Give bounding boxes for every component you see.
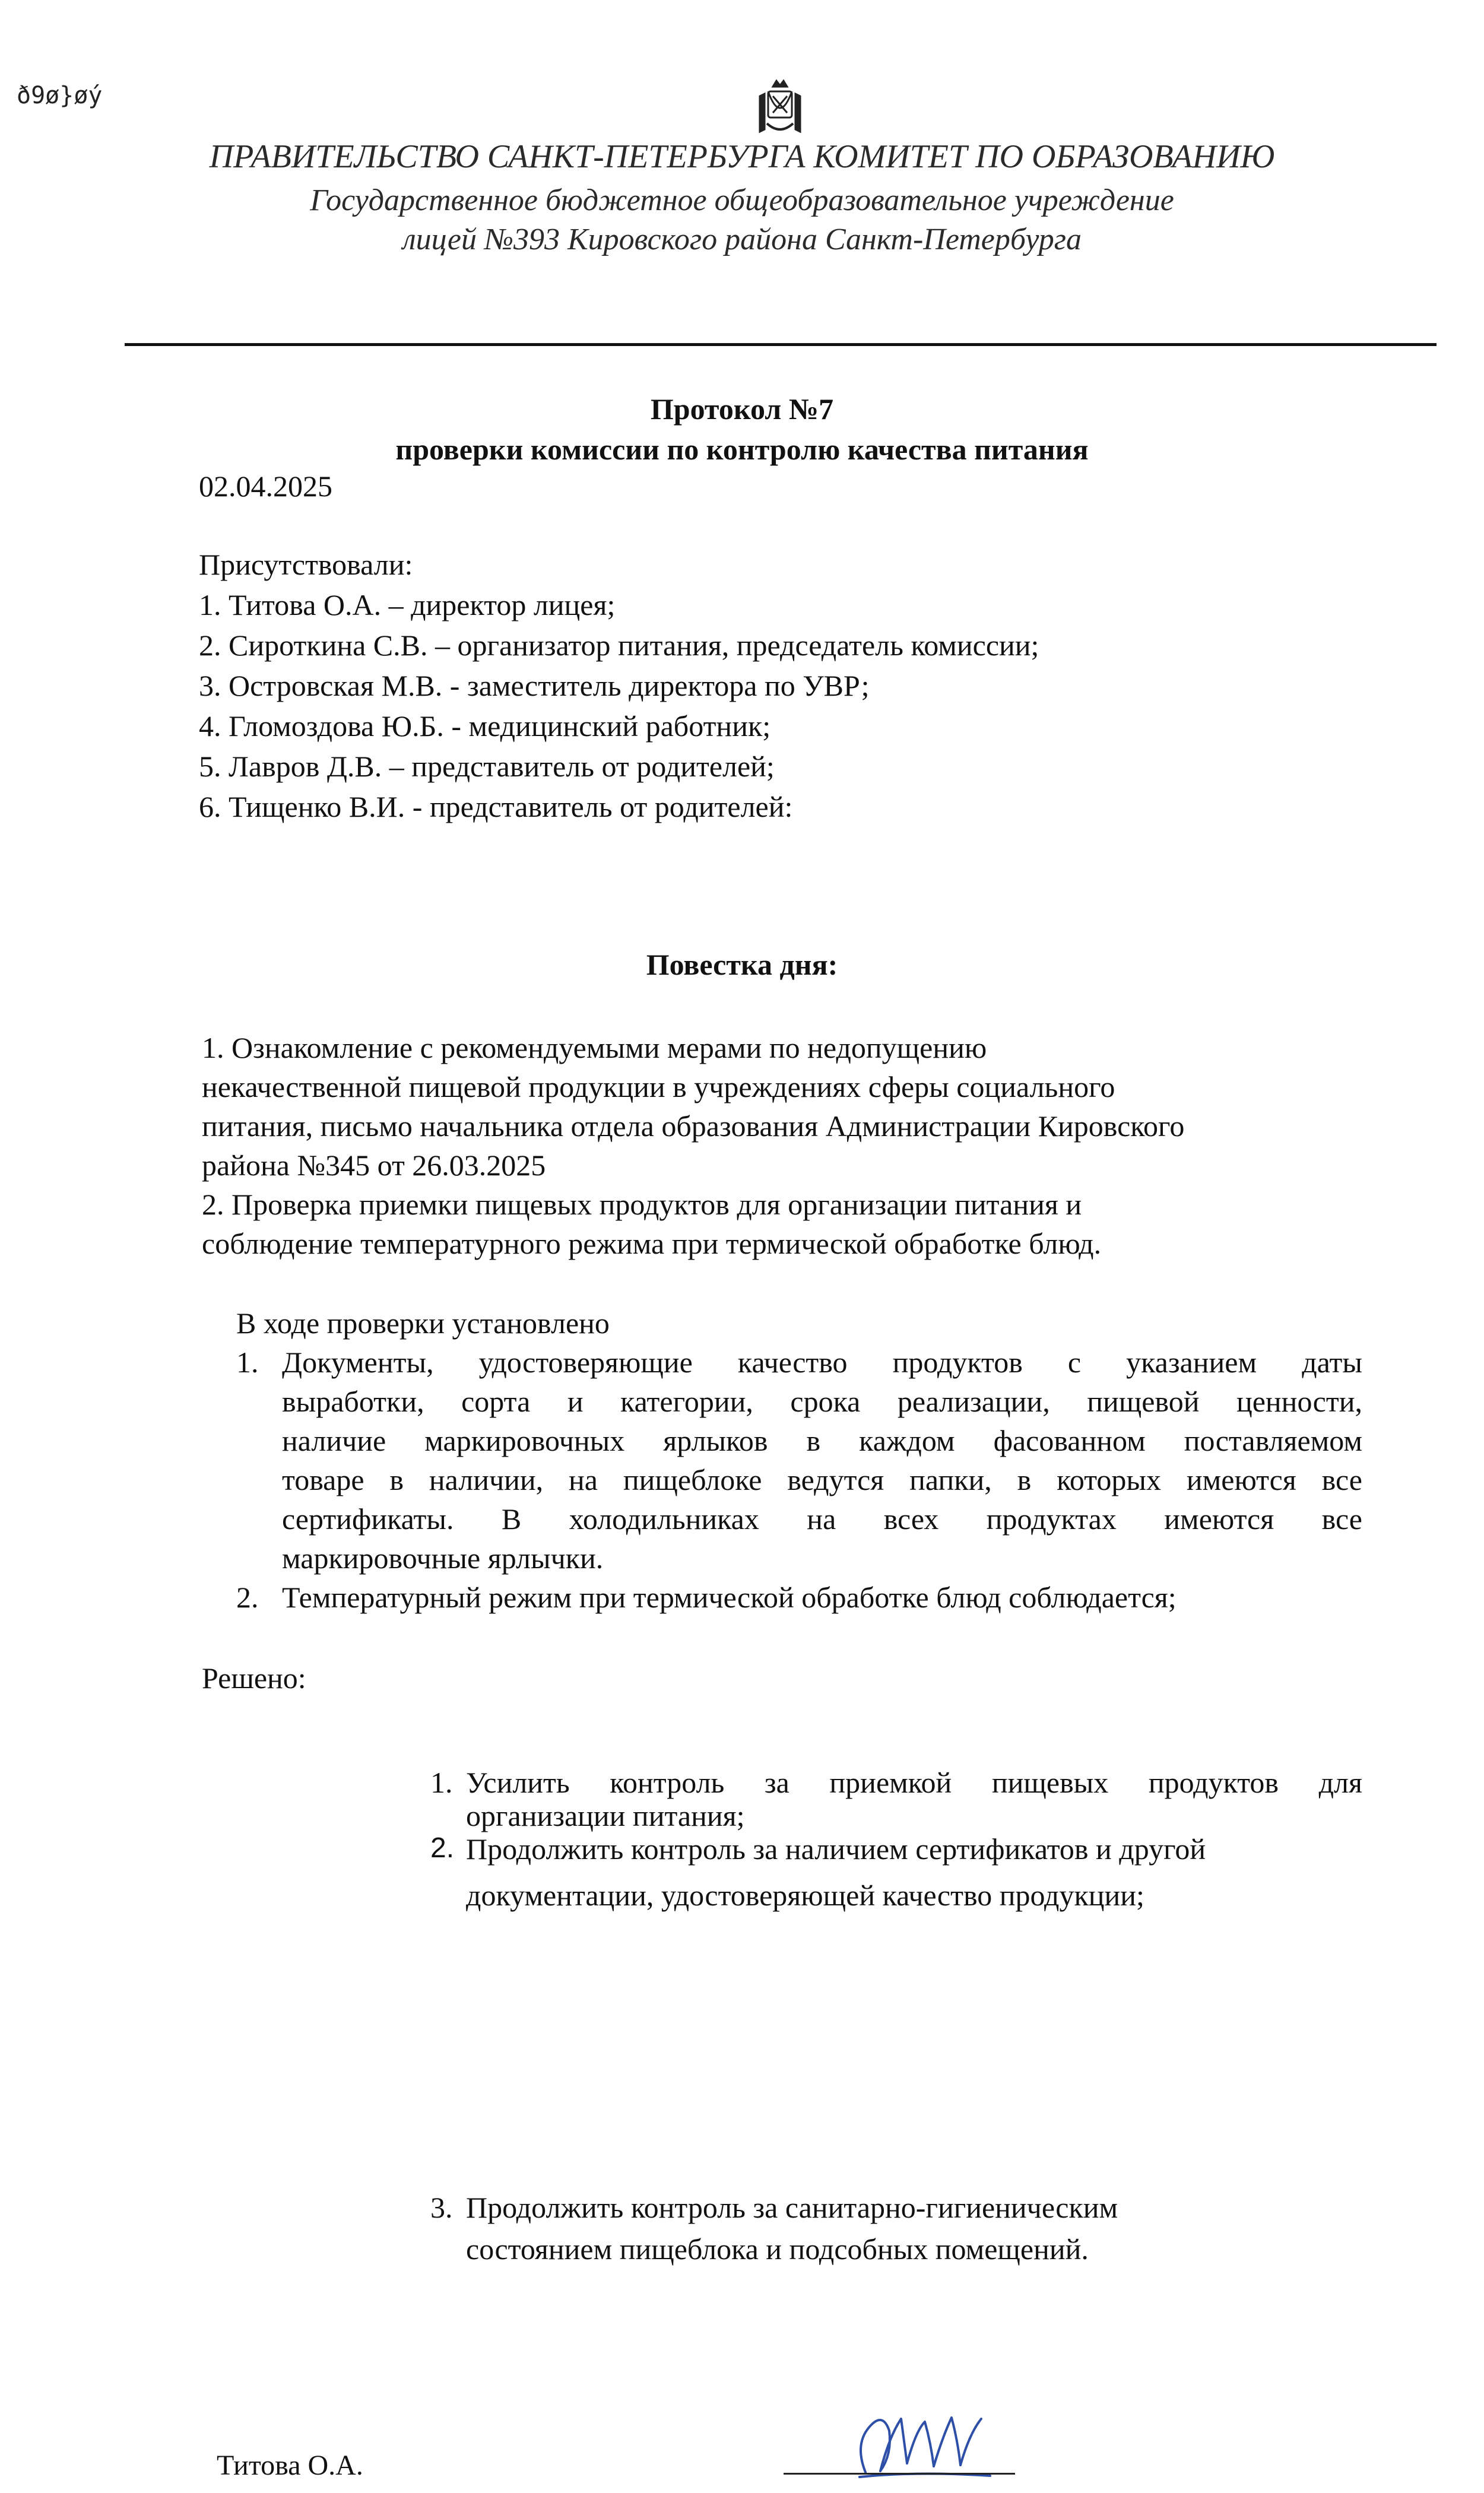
- decision-item-line: организации питания;: [466, 1799, 745, 1832]
- agenda-line: питания, письмо начальника отдела образования Администрации Кировского: [202, 1109, 1185, 1143]
- decision-item-line: состоянием пищеблока и подсобных помещений.: [466, 2232, 1089, 2266]
- decision-item-line: документации, удостоверяющей качество продукции;: [466, 1879, 1144, 1912]
- findings-item-line: наличие маркировочных ярлыков в каждом фасованном поставляемом: [282, 1424, 1362, 1457]
- attendee-item: 5. Лавров Д.В. – представитель от родителей;: [199, 750, 775, 783]
- findings-item-number: 2.: [236, 1581, 259, 1614]
- agenda-line: 1. Ознакомление с рекомендуемыми мерами по недопущению: [202, 1031, 987, 1064]
- agenda-line: района №345 от 26.03.2025: [202, 1149, 546, 1182]
- decision-item-line: Продолжить контроль за санитарно-гигиеническим: [466, 2191, 1118, 2224]
- decision-heading: Решено:: [202, 1661, 306, 1695]
- decision-item-number: 3.: [430, 2191, 453, 2224]
- agenda-line: 2. Проверка приемки пищевых продуктов для организации питания и: [202, 1188, 1082, 1221]
- decision-item-line: Усилить контроль за приемкой пищевых продуктов для: [466, 1766, 1362, 1799]
- protocol-subtitle: проверки комиссии по контролю качества питания: [395, 433, 1089, 466]
- header-institution: Государственное бюджетное общеобразовательное учреждение: [310, 183, 1174, 217]
- attendees-heading: Присутствовали:: [199, 548, 413, 581]
- findings-item-number: 1.: [236, 1346, 259, 1379]
- header-government: ПРАВИТЕЛЬСТВО САНКТ-ПЕТЕРБУРГА КОМИТЕТ ПО ОБРАЗОВАНИЮ: [209, 138, 1275, 175]
- decision-item-line: Продолжить контроль за наличием сертификатов и другой: [466, 1832, 1206, 1866]
- attendee-item: 1. Титова О.А. – директор лицея;: [199, 588, 616, 621]
- protocol-title: Протокол №7: [650, 392, 834, 426]
- findings-item-line: товаре в наличии, на пищеблоке ведутся папки, в которых имеются все: [282, 1463, 1362, 1496]
- agenda-line: соблюдение температурного режима при термической обработке блюд.: [202, 1227, 1102, 1260]
- findings-heading: В ходе проверки установлено: [236, 1306, 610, 1340]
- header-lyceum: лицей №393 Кировского района Санкт-Петербурга: [402, 223, 1082, 256]
- findings-item-line: Документы, удостоверяющие качество продуктов с указанием даты: [282, 1346, 1362, 1379]
- findings-item-line: Температурный режим при термической обработке блюд соблюдается;: [282, 1581, 1177, 1614]
- attendee-item: 3. Островская М.В. - заместитель директора по УВР;: [199, 669, 870, 702]
- findings-item-line: маркировочные ярлычки.: [282, 1542, 604, 1575]
- coat-of-arms-icon: [755, 78, 805, 138]
- attendee-item: 6. Тищенко В.И. - представитель от родителей:: [199, 790, 793, 823]
- attendee-item: 4. Гломоздова Ю.Б. - медицинский работник;: [199, 709, 771, 743]
- agenda-line: некачественной пищевой продукции в учреждениях сферы социального: [202, 1070, 1115, 1103]
- protocol-date: 02.04.2025: [199, 470, 332, 503]
- corner-code: ð9ø}øý: [17, 82, 103, 109]
- signature-line: [784, 2473, 1015, 2475]
- findings-item-line: сертификаты. В холодильниках на всех продуктах имеются все: [282, 1502, 1362, 1536]
- findings-item-line: выработки, сорта и категории, срока реализации, пищевой ценности,: [282, 1385, 1362, 1418]
- agenda-heading: Повестка дня:: [646, 948, 838, 981]
- decision-item-number: 2.: [430, 1832, 455, 1864]
- signatory-name: Титова О.А.: [217, 2450, 363, 2481]
- decision-item-number: 1.: [430, 1766, 453, 1799]
- header-divider: [125, 343, 1437, 346]
- attendee-item: 2. Сироткина С.В. – организатор питания, председатель комиссии;: [199, 629, 1039, 662]
